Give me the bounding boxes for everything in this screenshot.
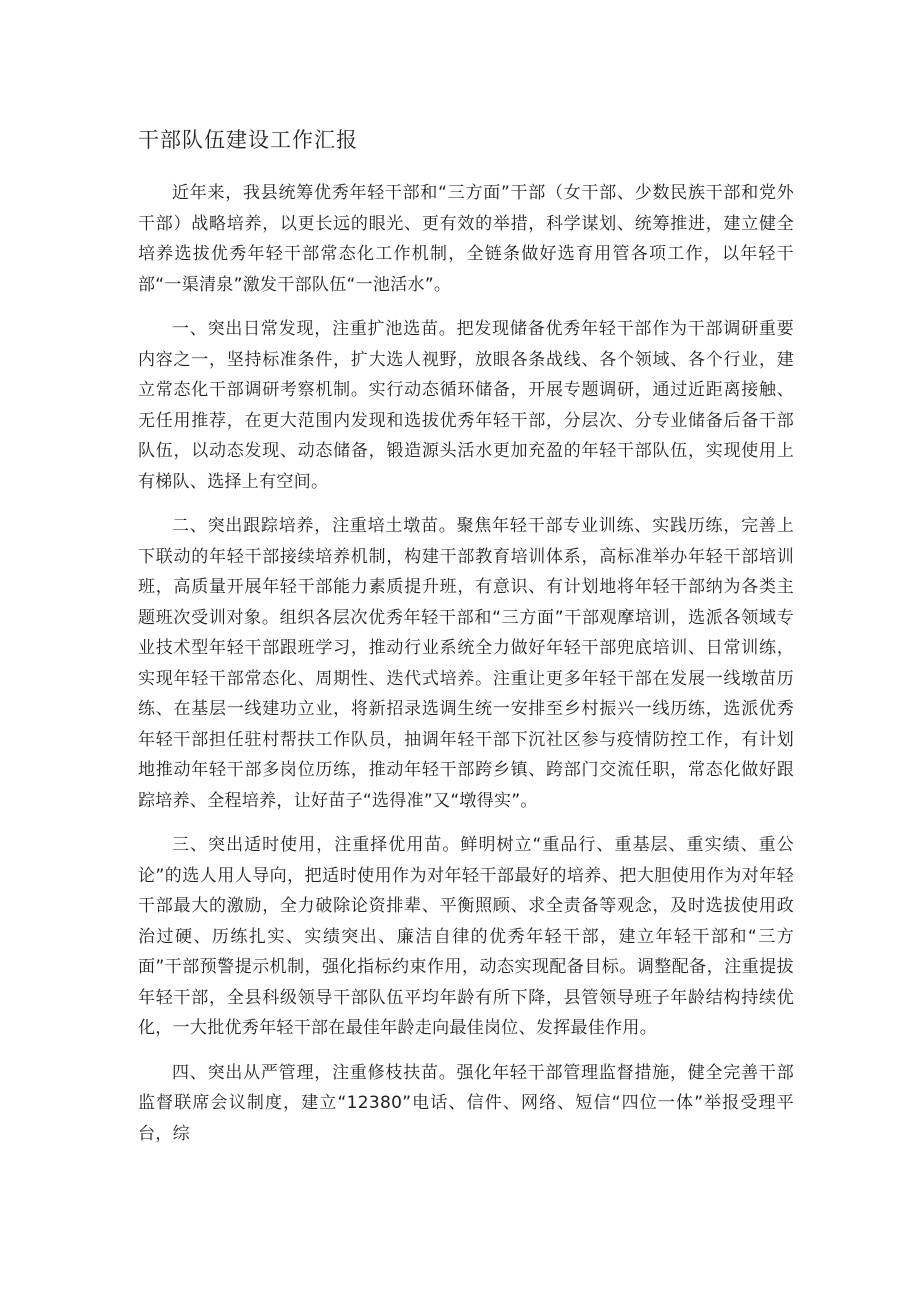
paragraph-section-3: 三、突出适时使用，注重择优用苗。鲜明树立“重品行、重基层、重实绩、重公论”的选人用人导向，把适时使用作为对年轻干部最好的培养、把大胆使用作为对年轻干部最大的激励，全力破除论资排辈、平衡照顾、求全责备等观念，及时选拔使用政治过硬、历练扎实、实绩突出、廉洁自律的优秀年轻干部，建立年轻干部和“三方面”干部预警提示机制，强化指标约束作用，动态实现配备目标。调整配备，注重提拔年轻干部，全县科级领导干部队伍平均年龄有所下降，县管领导班子年龄结构持续优化，一大批优秀年轻干部在最佳年龄走向最佳岗位、发挥最佳作用。 [138, 835, 794, 1038]
paragraph-section-4: 四、突出从严管理，注重修枝扶苗。强化年轻干部管理监督措施，健全完善干部监督联席会议制度，建立“12380”电话、信件、网络、短信“四位一体”举报受理平台，综 [138, 1062, 794, 1144]
document-title: 干部队伍建设工作汇报 [138, 128, 358, 152]
document-body [138, 178, 794, 1163]
paragraph-intro: 近年来，我县统筹优秀年轻干部和“三方面”干部（女干部、少数民族干部和党外干部）战略培养，以更长远的眼光、更有效的举措，科学谋划、统筹推进，建立健全培养选拔优秀年轻干部常态化工作机制，全链条做好选育用管各项工作，以年轻干部“一渠清泉”激发干部队伍“一池活水”。 [138, 183, 794, 295]
paragraph-section-1: 一、突出日常发现，注重扩池选苗。把发现储备优秀年轻干部作为干部调研重要内容之一，坚持标准条件，扩大选人视野，放眼各条战线、各个领域、各个行业，建立常态化干部调研考察机制。实行动态循环储备，开展专题调研，通过近距离接触、无任用推荐，在更大范围内发现和选拔优秀年轻干部，分层次、分专业储备后备干部队伍，以动态发现、动态储备，锻造源头活水更加充盈的年轻干部队伍，实现使用上有梯队、选择上有空间。 [138, 319, 794, 492]
paragraph-section-2: 二、突出跟踪培养，注重培土墩苗。聚焦年轻干部专业训练、实践历练，完善上下联动的年轻干部接续培养机制，构建干部教育培训体系，高标准举办年轻干部培训班，高质量开展年轻干部能力素质提升班，有意识、有计划地将年轻干部纳为各类主题班次受训对象。组织各层次优秀年轻干部和“三方面”干部观摩培训，选派各领域专业技术型年轻干部跟班学习，推动行业系统全力做好年轻干部兜底培训、日常训练，实现年轻干部常态化、周期性、迭代式培养。注重让更多年轻干部在发展一线墩苗历练、在基层一线建功立业，将新招录选调生统一安排至乡村振兴一线历练，选派优秀年轻干部担任驻村帮扶工作队员，抽调年轻干部下沉社区参与疫情防控工作，有计划地推动年轻干部多岗位历练，推动年轻干部跨乡镇、跨部门交流任职，常态化做好跟踪培养、全程培养，让好苗子“选得准”又“墩得实”。 [138, 516, 794, 811]
